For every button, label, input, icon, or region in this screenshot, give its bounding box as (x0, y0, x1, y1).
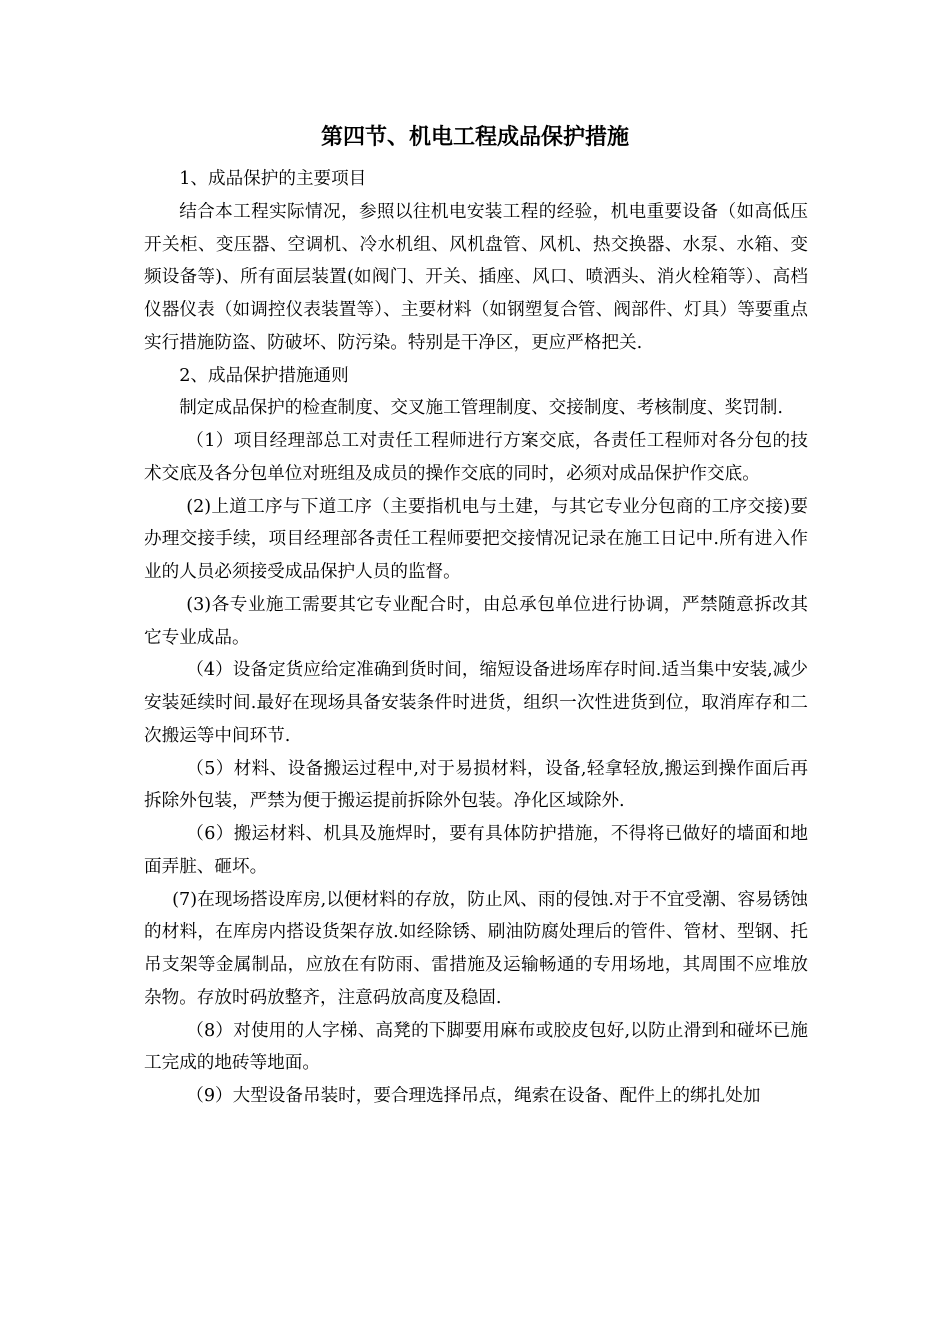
item-5: （5）材料、设备搬运过程中,对于易损材料，设备,轻拿轻放,搬运到操作面后再拆除外包装，严禁为便于搬运提前拆除外包装。净化区域除外. (144, 758, 808, 812)
item-4: （4）设备定货应给定准确到货时间，缩短设备进场库存时间.适当集中安装,减少安装延续时间.最好在现场具备安装条件时进货，组织一次性进货到位，取消库存和二次搬运等中间环节. (144, 660, 808, 746)
paragraph-protection-items: 结合本工程实际情况，参照以往机电安装工程的经验，机电重要设备（如高低压开关柜、变压器、空调机、冷水机组、风机盘管、风机、热交换器、水泵、水箱、变频设备等)、所有面层装置(如阀门、开关、插座、风口、喷洒头、消火栓箱等）、高档仪器仪表（如调控仪表装置等）、主要材料（如钢塑复合管、阀部件、灯具）等要重点实行措施防盗、防破坏、防污染。特别是干净区，更应严格把关. (144, 201, 808, 353)
item-3: (3)各专业施工需要其它专业配合时，由总承包单位进行协调，严禁随意拆改其它专业成品。 (144, 594, 808, 648)
heading-2: 2、成品保护措施通则 (179, 365, 349, 386)
heading-1: 1、成品保护的主要项目 (179, 169, 367, 189)
paragraph-system: 制定成品保护的检查制度、交叉施工管理制度、交接制度、考核制度、奖罚制. (179, 398, 783, 419)
item-6: （6）搬运材料、机具及施焊时，要有具体防护措施，不得将已做好的墙面和地面弄脏、砸坏。 (144, 824, 808, 877)
item-9: （9）大型设备吊装时，要合理选择吊点，绳索在设备、配件上的绑扎处加 (186, 1086, 761, 1106)
item-1: （1）项目经理部总工对责任工程师进行方案交底，各责任工程师对各分包的技术交底及各分包单位对班组及成员的操作交底的同时，必须对成品保护作交底。 (144, 431, 808, 484)
item-7: (7)在现场搭设库房,以便材料的存放，防止风、雨的侵蚀.对于不宜受潮、容易锈蚀的材料，在库房内搭设货架存放.如经除锈、刷油防腐处理后的管件、管材、型钢、托吊支架等金属制品，应放在有防雨、雷措施及运输畅通的专用场地，其周围不应堆放杂物。存放时码放整齐，注意码放高度及稳固. (144, 889, 808, 1008)
item-2: (2)上道工序与下道工序（主要指机电与土建，与其它专业分包商的工序交接)要办理交接手续，项目经理部各责任工程师要把交接情况记录在施工日记中.所有进入作业的人员必须接受成品保护人员的监督。 (144, 496, 808, 582)
document-body (144, 163, 808, 1113)
item-8: （8）对使用的人字梯、高凳的下脚要用麻布或胶皮包好,以防止滑到和碰坏已施工完成的地砖等地面。 (144, 1020, 808, 1074)
section-title: 第四节、机电工程成品保护措施 (320, 125, 629, 150)
